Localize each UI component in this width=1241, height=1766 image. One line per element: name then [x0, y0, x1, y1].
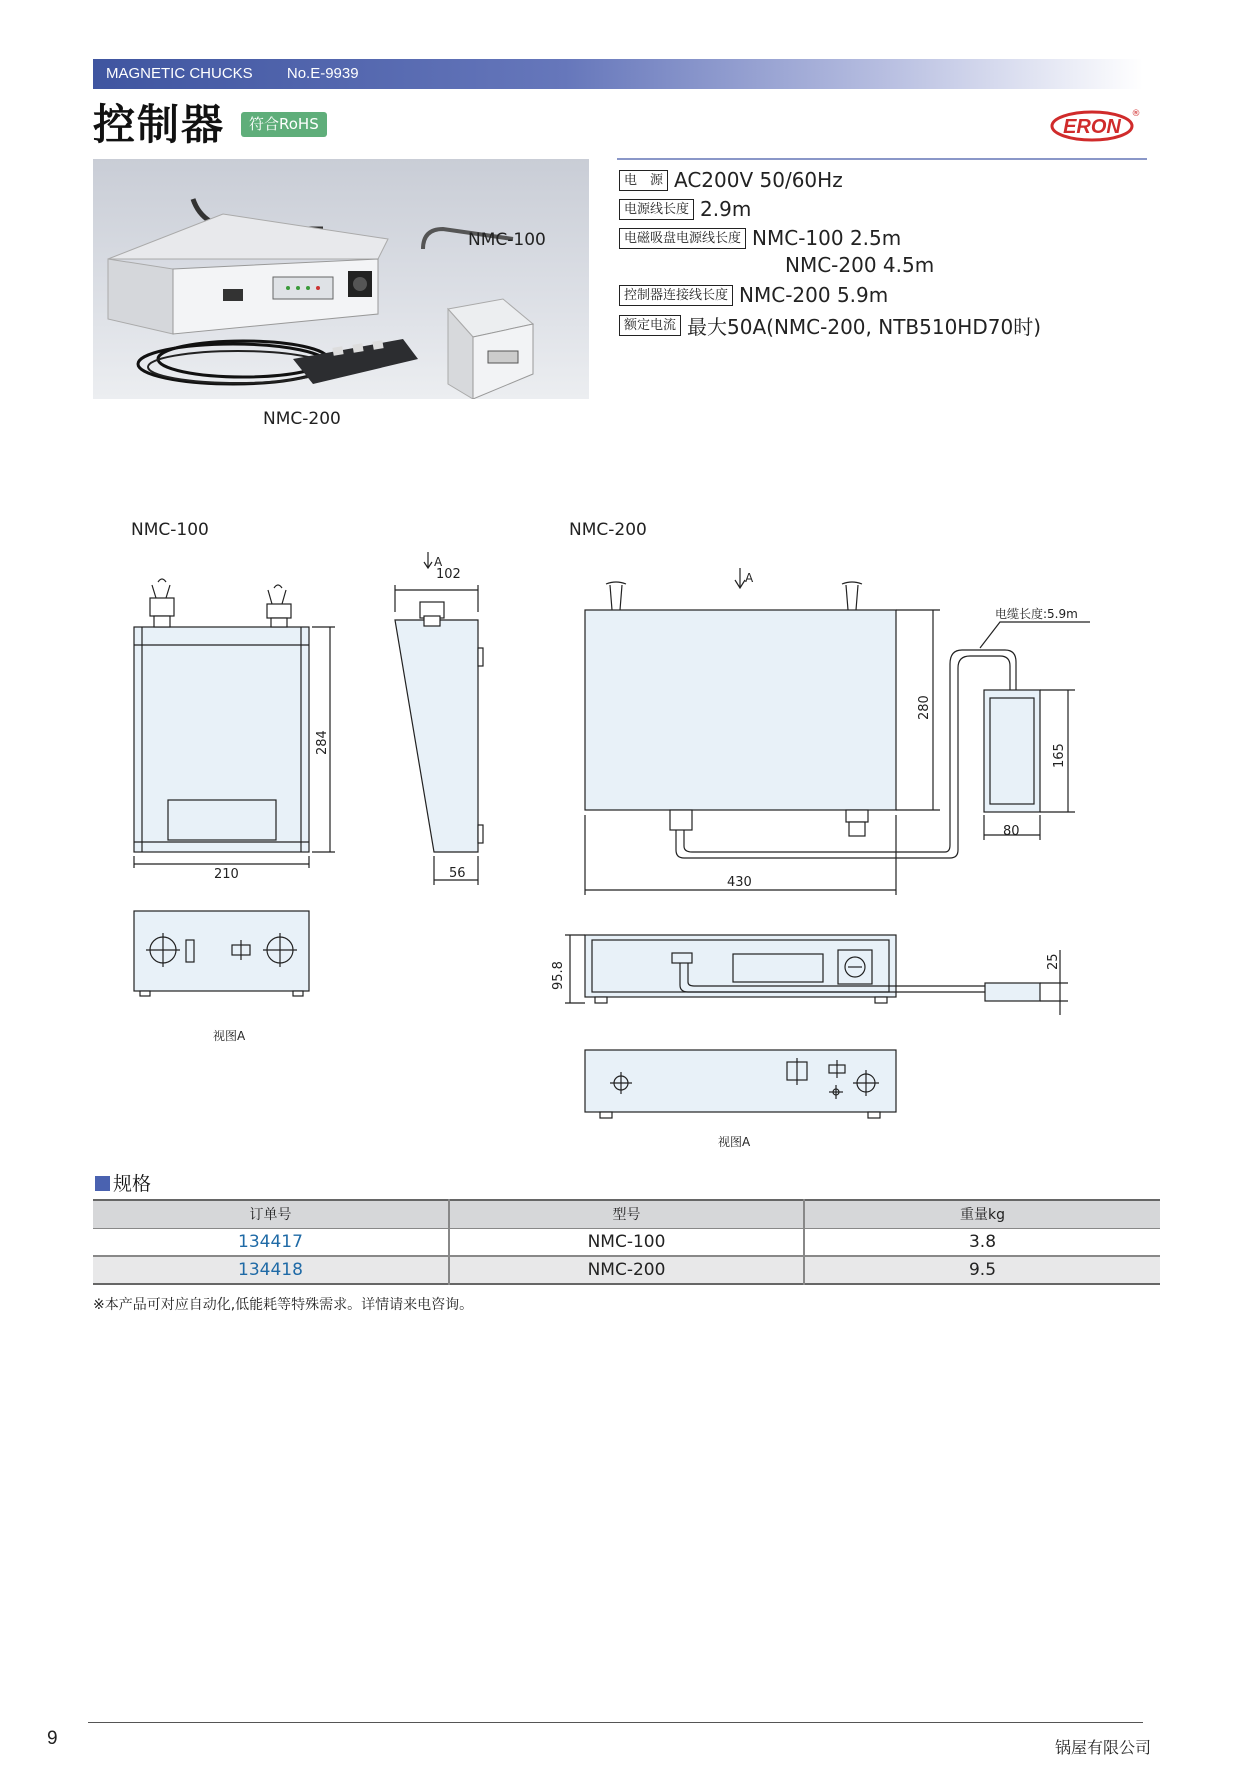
spec-value: NMC-200 5.9m [739, 283, 889, 307]
spec-value: NMC-200 4.5m [785, 253, 935, 277]
page-title: 控制器 [93, 100, 226, 149]
footer-rule [88, 1722, 1143, 1723]
dim-remote-width: 80 [1003, 824, 1020, 839]
spec-value: AC200V 50/60Hz [674, 168, 843, 192]
nmc100-view-label: 视图A [213, 1029, 246, 1043]
cell-weight: 3.8 [804, 1228, 1160, 1256]
nmc100-view-a [134, 911, 309, 996]
photo-label-nmc100: NMC-100 [468, 230, 546, 250]
dim-remote-thickness: 25 [1046, 953, 1061, 970]
cell-order-no[interactable]: 134417 [93, 1228, 449, 1256]
spec-label: 电源线长度 [619, 199, 694, 220]
th-weight: 重量kg [804, 1200, 1160, 1228]
spec-label: 电磁吸盘电源线长度 [619, 228, 746, 249]
photo-label-nmc200: NMC-200 [263, 409, 341, 429]
spec-label: 额定电流 [619, 315, 681, 336]
nmc200-front-view [565, 935, 1068, 1015]
spec-value: 2.9m [700, 197, 752, 221]
rohs-badge: 符合RoHS [241, 112, 327, 137]
spec-table [93, 1199, 1160, 1285]
cell-weight: 9.5 [804, 1256, 1160, 1284]
dim-nmc100-height: 284 [315, 730, 330, 755]
logo-text: ERON [1063, 116, 1121, 138]
header-category: MAGNETIC CHUCKS [106, 65, 253, 82]
spec-value: NMC-100 2.5m [752, 226, 902, 250]
table-row [93, 1256, 1160, 1284]
th-model: 型号 [449, 1200, 804, 1228]
page-number: 9 [47, 1728, 58, 1749]
nmc100-arrow-label: A [434, 555, 443, 569]
spec-heading-text: 规格 [113, 1173, 152, 1195]
dim-nmc200-width: 430 [727, 875, 752, 890]
nmc200-arrow-label: A [745, 571, 754, 585]
header-catalog-no: No.E-9939 [286, 65, 359, 82]
company-name: 锅屋有限公司 [1055, 1738, 1152, 1757]
dim-nmc100-width: 210 [214, 867, 239, 882]
cell-model: NMC-200 [449, 1256, 804, 1284]
dim-remote-height: 165 [1052, 743, 1067, 768]
spec-label: 电 源 [619, 170, 668, 191]
cell-model: NMC-100 [449, 1228, 804, 1256]
nmc200-view-label: 视图A [718, 1135, 751, 1149]
table-header-row [93, 1200, 1160, 1228]
nmc100-side-view [395, 552, 483, 885]
nmc200-view-a [585, 1050, 896, 1118]
dim-nmc100-side-top: 102 [436, 567, 461, 582]
nmc100-front-view [134, 579, 335, 868]
nmc200-cable-length: 电缆长度:5.9m [995, 607, 1078, 621]
dim-nmc100-side-bottom: 56 [449, 866, 466, 881]
spec-heading [95, 1169, 151, 1196]
drawing-caption-nmc200: NMC-200 [569, 520, 647, 540]
dim-nmc200-front-height: 95.8 [551, 961, 566, 990]
cell-order-no[interactable]: 134418 [93, 1256, 449, 1284]
footnote: ※本产品可对应自动化,低能耗等特殊需求。详情请来电咨询。 [93, 1297, 474, 1313]
dim-nmc200-height: 280 [917, 695, 932, 720]
spec-value: 最大50A(NMC-200, NTB510HD70时) [687, 315, 1041, 339]
logo-registered: ® [1131, 109, 1141, 119]
spec-label: 控制器连接线长度 [619, 285, 733, 306]
th-order-no: 订单号 [93, 1200, 449, 1228]
drawing-caption-nmc100: NMC-100 [131, 520, 209, 540]
table-row [93, 1228, 1160, 1256]
heading-square-icon [95, 1176, 110, 1191]
